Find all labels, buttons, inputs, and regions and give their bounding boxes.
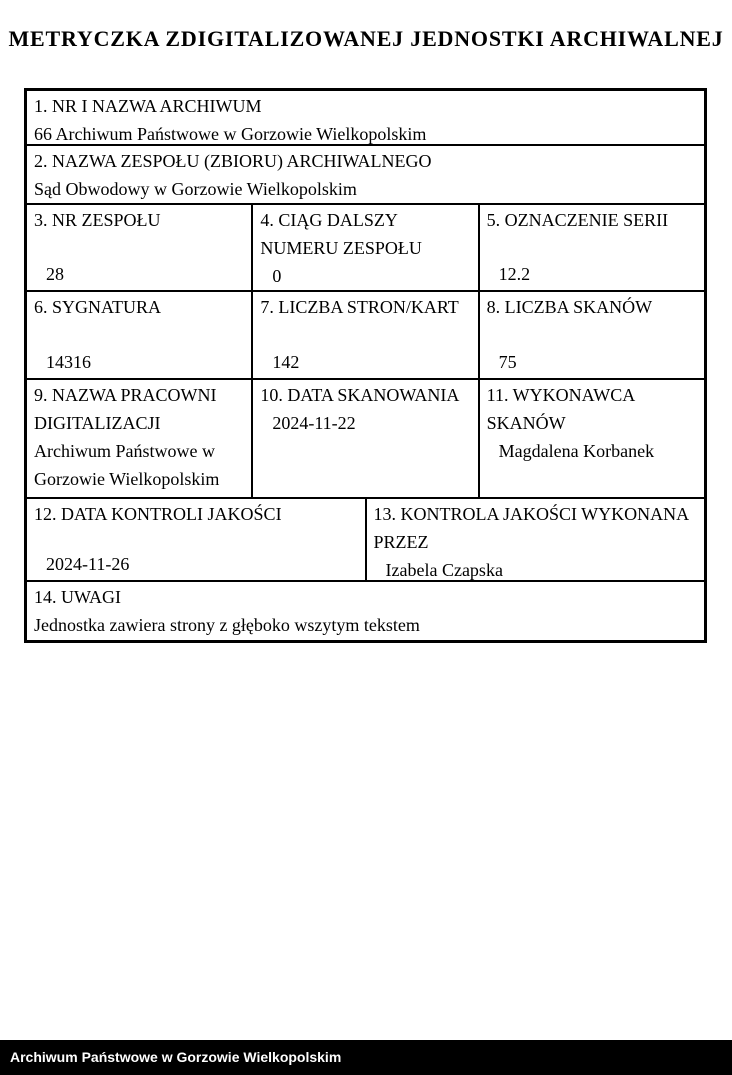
field-value: Izabela Czapska — [385, 560, 503, 580]
field-cell-wykonawca-skanow — [480, 380, 704, 497]
field-cell-liczba-skanow — [480, 292, 704, 378]
field-cell-uwagi — [27, 582, 704, 640]
field-label: 13. KONTROLA JAKOŚCI WYKONANA PRZEZ — [373, 504, 689, 552]
field-cell-oznaczenie-serii — [480, 205, 704, 290]
field-label: 14. UWAGI — [34, 587, 121, 607]
field-label: 4. CIĄG DALSZY NUMERU ZESPOŁU — [260, 210, 422, 258]
field-label: 5. OZNACZENIE SERII — [486, 210, 669, 230]
field-label: 1. NR I NAZWA ARCHIWUM — [34, 96, 262, 116]
table-row-6 — [27, 499, 704, 582]
table-row-1 — [27, 91, 704, 146]
field-cell-nazwa-pracowni — [27, 380, 253, 497]
field-label: 6. SYGNATURA — [34, 297, 162, 317]
field-value: 12.2 — [498, 264, 531, 284]
field-label: 7. LICZBA STRON/KART — [260, 297, 459, 317]
table-row-4 — [27, 292, 704, 380]
field-label: 10. DATA SKANOWANIA — [260, 385, 460, 405]
table-row-5 — [27, 380, 704, 499]
field-value: 28 — [46, 264, 64, 284]
field-cell-sygnatura — [27, 292, 253, 378]
field-value: 75 — [498, 352, 517, 372]
field-value: 2024-11-26 — [46, 554, 130, 574]
footer-watermark-bar — [0, 1040, 732, 1075]
field-value: 66 Archiwum Państwowe w Gorzowie Wielkopolskim — [34, 124, 427, 144]
field-cell-nr-i-nazwa-archiwum — [27, 91, 704, 144]
footer-archive-name: Archiwum Państwowe w Gorzowie Wielkopolskim — [10, 1049, 342, 1065]
field-value: 14316 — [46, 352, 91, 372]
field-label: 12. DATA KONTROLI JAKOŚCI — [34, 504, 282, 524]
field-label: 9. NAZWA PRACOWNI DIGITALIZACJI — [34, 385, 217, 433]
field-label: 8. LICZBA SKANÓW — [486, 297, 653, 317]
field-value: 0 — [272, 266, 282, 286]
field-cell-ciag-dalszy — [253, 205, 479, 290]
field-value: Archiwum Państwowe w Gorzowie Wielkopolskim — [34, 441, 220, 489]
field-label: 11. WYKONAWCA SKANÓW — [486, 385, 635, 433]
field-cell-nazwa-zespolu — [27, 146, 704, 203]
field-label: 2. NAZWA ZESPOŁU (ZBIORU) ARCHIWALNEGO — [34, 151, 432, 171]
page-title: METRYCZKA ZDIGITALIZOWANEJ JEDNOSTKI ARCHIWALNEJ — [8, 26, 724, 51]
field-value: Magdalena Korbanek — [498, 441, 655, 461]
field-value: Jednostka zawiera strony z głęboko wszytym tekstem — [34, 615, 420, 635]
field-value: 2024-11-22 — [272, 413, 356, 433]
table-row-7 — [27, 582, 704, 640]
field-cell-data-skanowania — [253, 380, 479, 497]
table-row-2 — [27, 146, 704, 205]
field-cell-data-kontroli — [27, 499, 367, 580]
field-cell-nr-zespolu — [27, 205, 253, 290]
metadata-table — [24, 88, 707, 643]
field-label: 3. NR ZESPOŁU — [34, 210, 161, 230]
field-cell-liczba-stron — [253, 292, 479, 378]
field-cell-kontrola-wykonana-przez — [367, 499, 705, 580]
table-row-3 — [27, 205, 704, 292]
field-value: Sąd Obwodowy w Gorzowie Wielkopolskim — [34, 179, 357, 199]
field-value: 142 — [272, 352, 300, 372]
